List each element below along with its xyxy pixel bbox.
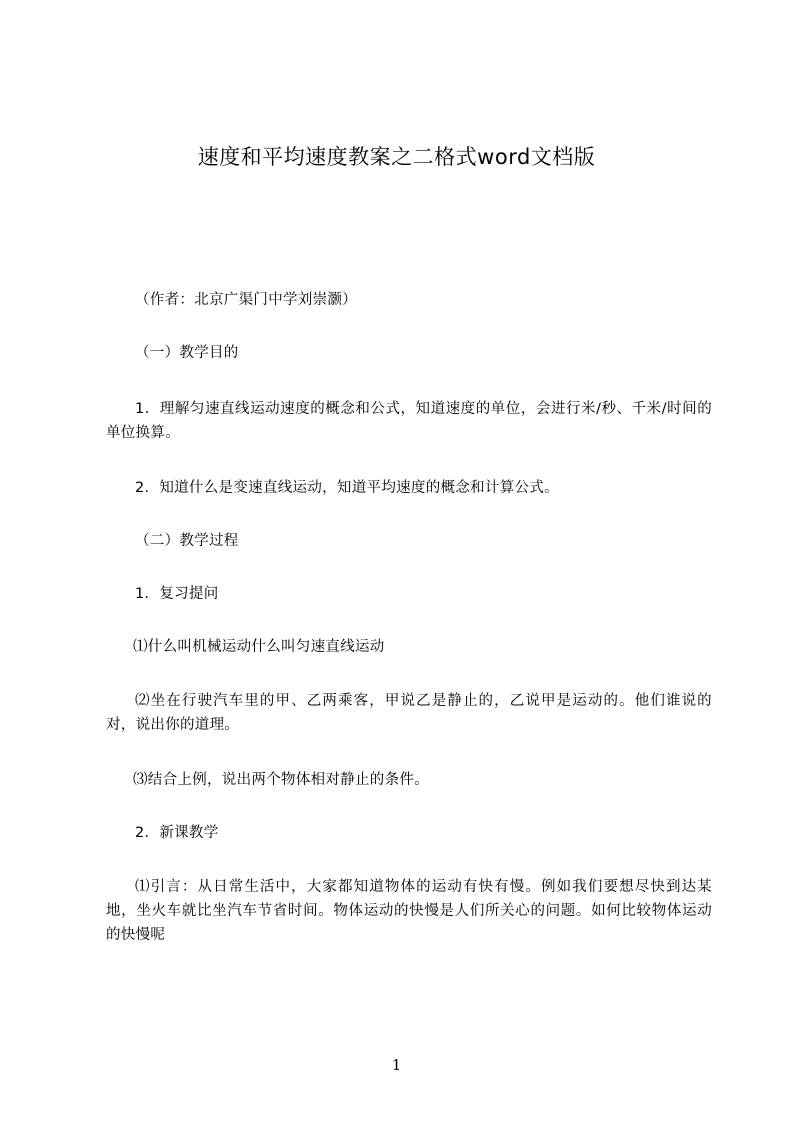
section-heading-objectives: （一）教学目的 bbox=[135, 345, 239, 361]
section-heading-process: （二）教学过程 bbox=[135, 533, 239, 549]
subsection-review-questions: 1．复习提问 bbox=[135, 586, 219, 602]
introduction-paragraph: ⑴引言：从日常生活中，大家都知道物体的运动有快有慢。例如我们要想尽快到达某地，坐火车就比坐汽车节省时间。物体运动的快慢是人们所关心的问题。如何比较物体运动的快慢呢 bbox=[106, 879, 712, 943]
question-item-3: ⑶结合上例，说出两个物体相对静止的条件。 bbox=[133, 772, 429, 788]
question-item-1: ⑴什么叫机械运动什么叫匀速直线运动 bbox=[133, 639, 385, 655]
subsection-new-lesson: 2．新课教学 bbox=[135, 825, 219, 841]
objective-item-2: 2．知道什么是变速直线运动，知道平均速度的概念和计算公式。 bbox=[135, 480, 559, 496]
page-number: 1 bbox=[391, 1056, 402, 1074]
objective-item-1: 1．理解匀速直线运动速度的概念和公式，知道速度的单位，会进行米/秒、千米/时间的单位换算。 bbox=[106, 401, 712, 441]
question-item-2: ⑵坐在行驶汽车里的甲、乙两乘客，甲说乙是静止的，乙说甲是运动的。他们谁说的对，说出你的道理。 bbox=[106, 693, 712, 733]
document-title: 速度和平均速度教案之二格式word文档版 bbox=[197, 145, 596, 169]
author-line: （作者：北京广渠门中学刘崇灏） bbox=[135, 292, 357, 308]
